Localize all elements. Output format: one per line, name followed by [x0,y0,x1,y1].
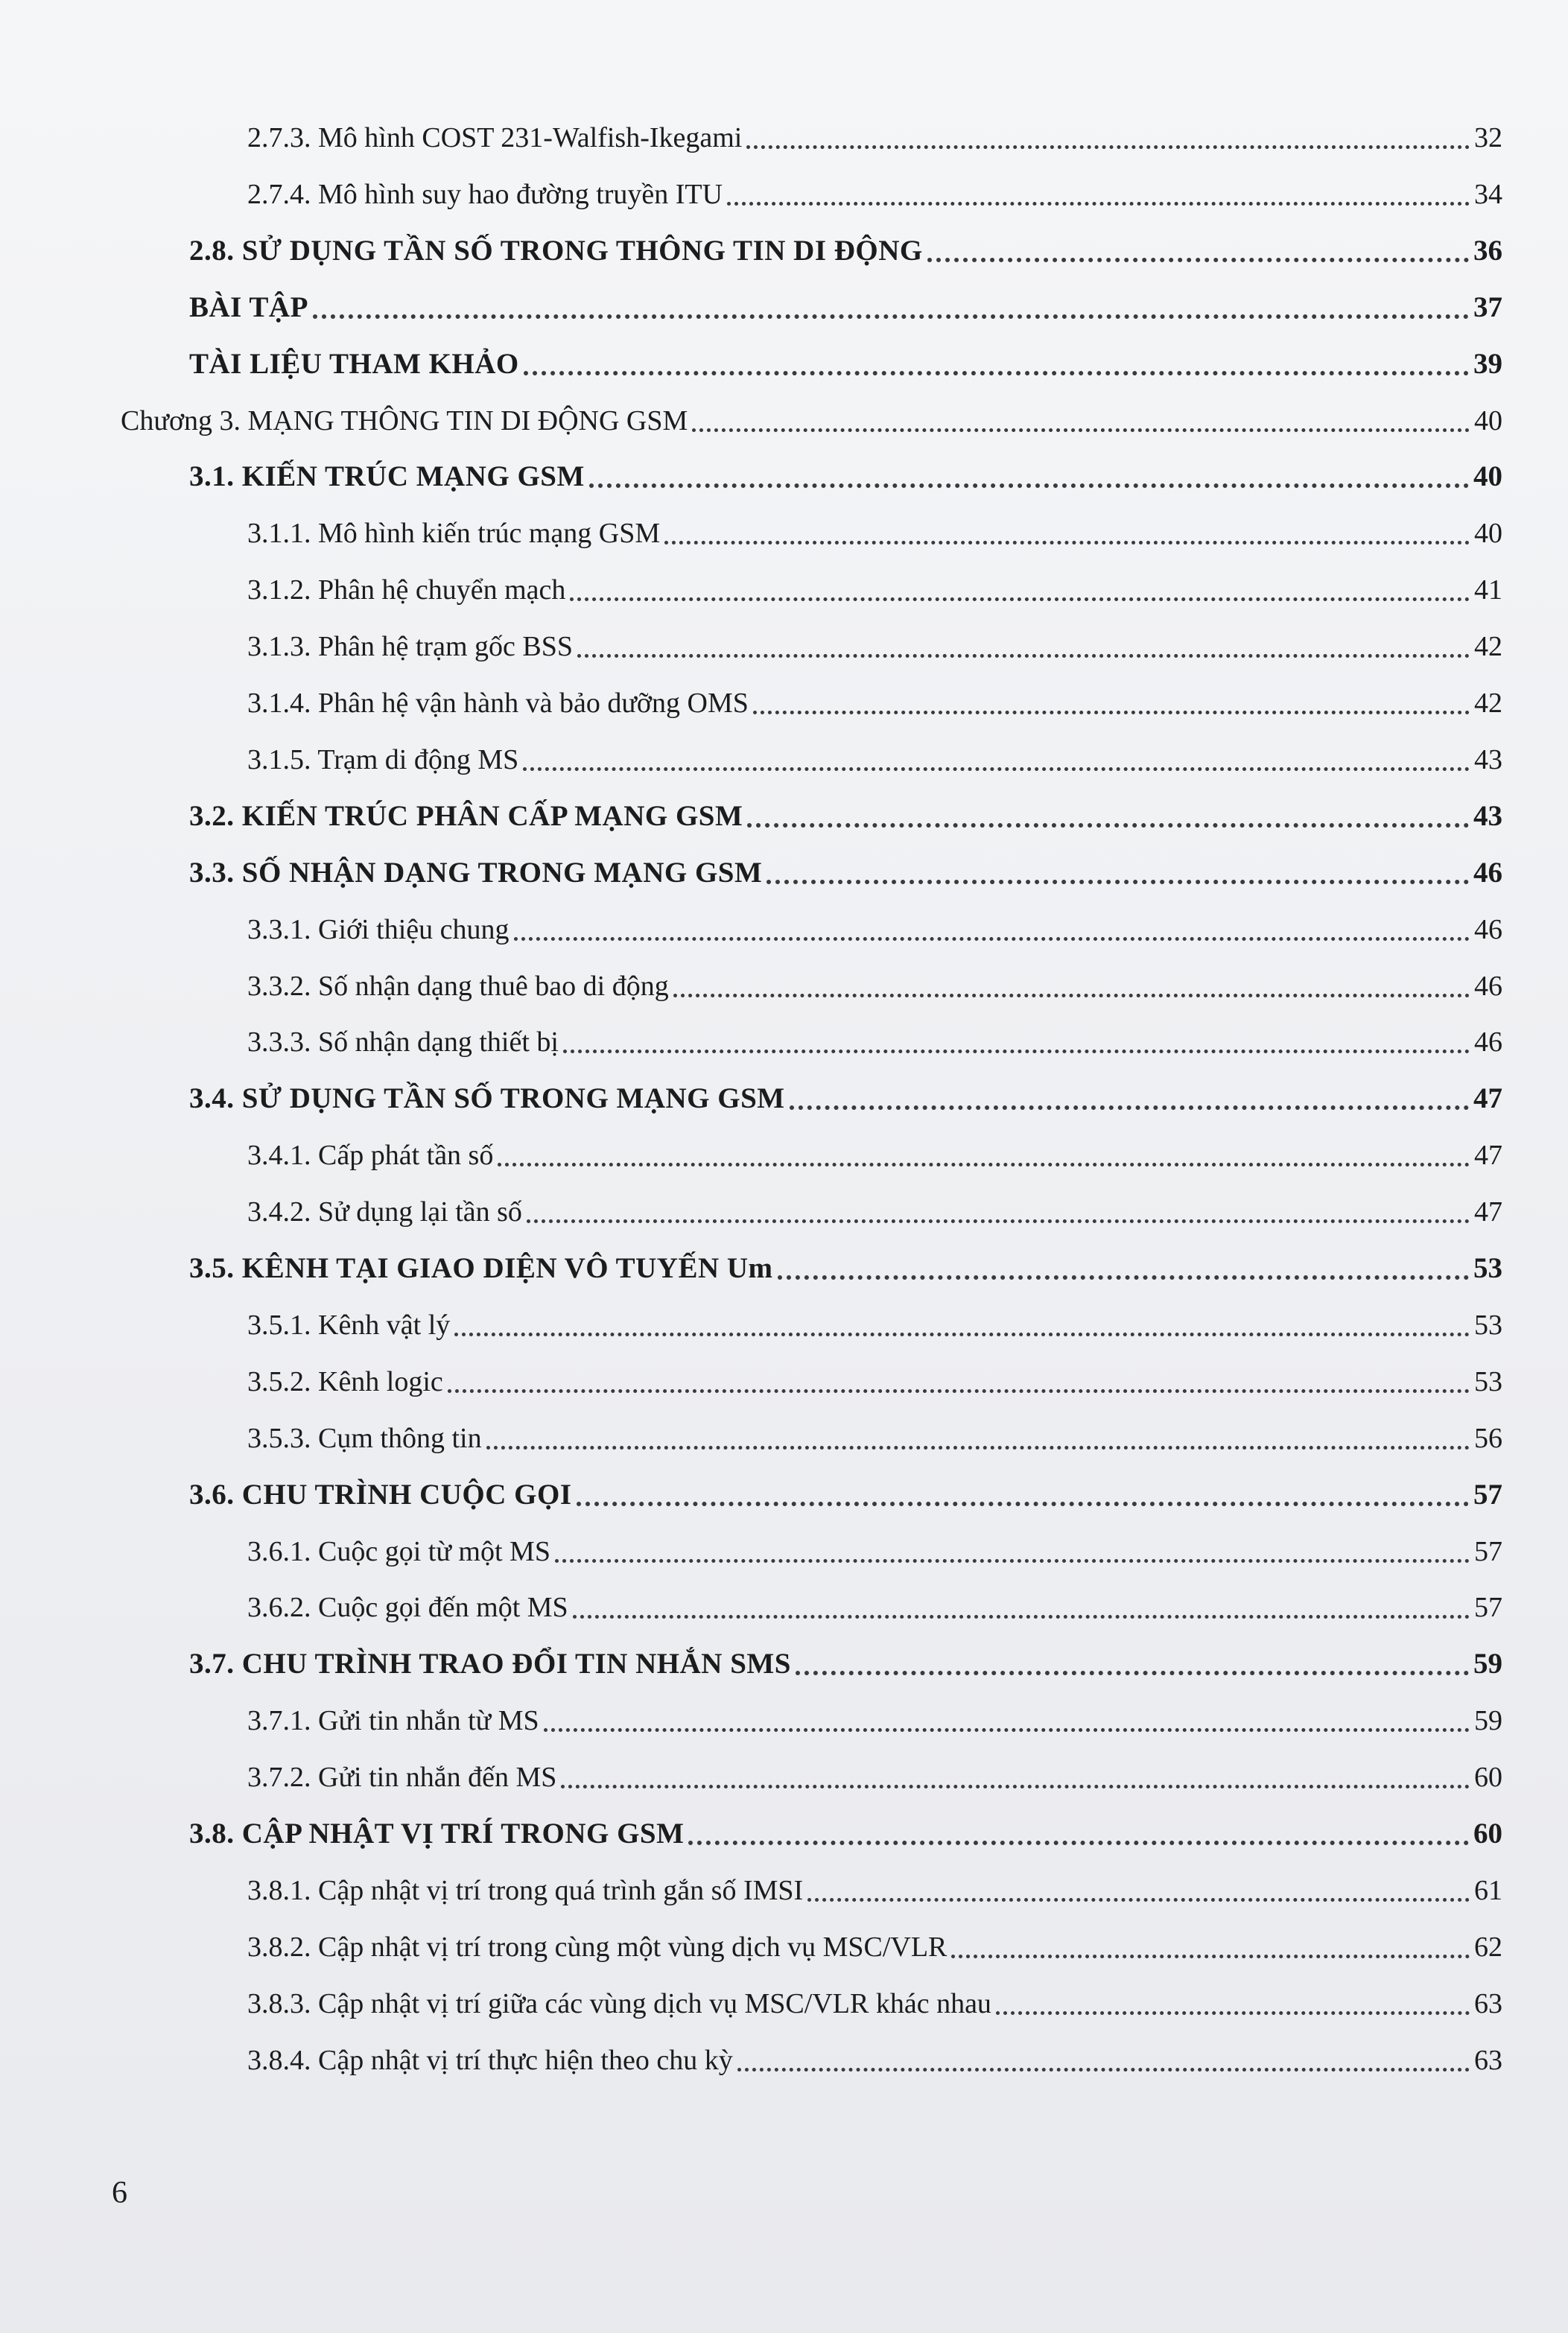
toc-entry[interactable] [247,620,1502,665]
toc-dot-leader [486,1446,1470,1450]
toc-dot-leader [561,1785,1470,1788]
toc-entry-title: 3.1.2. Phân hệ chuyển mạch [247,574,566,606]
toc-entry-title: 3.4.2. Sử dụng lại tần số [247,1196,522,1228]
toc-entry[interactable] [247,1751,1502,1796]
toc-dot-leader [753,711,1470,714]
toc-entry[interactable] [247,1526,1502,1570]
toc-entry-page: 47 [1474,1140,1502,1171]
toc-dot-leader [448,1389,1470,1393]
toc-entry[interactable] [247,1921,1502,1966]
toc-dot-leader [589,483,1469,488]
toc-entry-title: 3.3. SỐ NHẬN DẠNG TRONG MẠNG GSM [189,857,763,889]
toc-entry-page: 42 [1474,688,1502,719]
toc-entry-page: 43 [1474,744,1502,775]
toc-entry-title: 3.7.2. Gửi tin nhắn đến MS [247,1762,557,1793]
toc-entry[interactable] [247,1129,1502,1174]
toc-entry[interactable] [247,960,1502,1005]
toc-dot-leader [688,1841,1469,1845]
toc-dot-leader [514,937,1470,941]
toc-entry[interactable] [247,168,1502,213]
toc-dot-leader [573,1615,1470,1619]
toc-entry-title: 3.8.1. Cập nhật vị trí trong quá trình gắn số IMSI [247,1875,804,1906]
toc-entry-page: 46 [1474,971,1502,1002]
toc-entry-title: 3.3.2. Số nhận dạng thuê bao di động [247,971,669,1002]
toc-entry-title: 3.1.4. Phân hệ vận hành và bảo dưỡng OMS [247,688,749,719]
toc-entry-page: 57 [1473,1479,1502,1511]
toc-entry-page: 62 [1474,1932,1502,1963]
toc-entry[interactable] [247,1864,1502,1909]
toc-entry-page: 60 [1473,1818,1502,1850]
toc-entry[interactable] [189,225,1502,270]
toc-entry-page: 56 [1474,1423,1502,1454]
toc-dot-leader [544,1728,1470,1732]
toc-entry[interactable] [189,847,1502,892]
toc-entry[interactable] [247,1016,1502,1061]
toc-entry-page: 46 [1473,857,1502,889]
toc-entry-title: 2.7.3. Mô hình COST 231-Walfish-Ikegami [247,122,743,153]
toc-entry-title: Chương 3. MẠNG THÔNG TIN DI ĐỘNG GSM [121,405,688,437]
toc-entry[interactable] [189,1638,1502,1683]
toc-dot-leader [692,428,1470,432]
toc-entry[interactable] [247,564,1502,609]
toc-entry-page: 61 [1474,1875,1502,1906]
toc-entry[interactable] [189,1242,1502,1287]
toc-dot-leader [527,1219,1470,1223]
toc-dot-leader [927,258,1469,262]
toc-entry-page: 57 [1474,1592,1502,1623]
toc-entry-title: 3.8.4. Cập nhật vị trí thực hiện theo chu kỳ [247,2045,733,2076]
toc-entry-title: 3.6.2. Cuộc gọi đến một MS [247,1592,568,1623]
toc-entry[interactable] [247,1356,1502,1400]
toc-entry-page: 57 [1474,1536,1502,1567]
toc-entry-page: 46 [1474,1026,1502,1058]
toc-entry-title: BÀI TẬP [189,291,308,323]
toc-dot-leader [746,145,1470,149]
toc-entry-title: 3.5.1. Kênh vật lý [247,1310,451,1341]
toc-entry[interactable] [121,395,1502,439]
toc-entry-title: 3.5. KÊNH TẠI GIAO DIỆN VÔ TUYẾN Um [189,1252,773,1284]
toc-entry-page: 40 [1473,460,1502,492]
toc-entry[interactable] [247,904,1502,948]
toc-dot-leader [951,1955,1470,1958]
toc-entry-title: 3.3.1. Giới thiệu chung [247,914,510,945]
toc-entry-title: 3.1.3. Phân hệ trạm gốc BSS [247,631,573,662]
toc-entry[interactable] [247,507,1502,552]
toc-entry-page: 53 [1474,1366,1502,1397]
toc-entry[interactable] [247,677,1502,722]
toc-entry-page: 63 [1474,2045,1502,2076]
toc-entry-title: 3.5.2. Kênh logic [247,1366,443,1397]
toc-dot-leader [796,1671,1469,1675]
toc-entry-title: TÀI LIỆU THAM KHẢO [189,348,519,380]
toc-entry-title: 3.8.3. Cập nhật vị trí giữa các vùng dịch vụ MSC/VLR khác nhau [247,1988,991,2019]
toc-entry-title: 3.4.1. Cấp phát tần số [247,1140,494,1171]
toc-dot-leader [807,1898,1470,1902]
toc-entry[interactable] [189,282,1502,326]
toc-entry-title: 3.3.3. Số nhận dạng thiết bị [247,1026,559,1058]
toc-entry-page: 43 [1473,800,1502,832]
toc-entry[interactable] [247,1581,1502,1626]
toc-entry-page: 41 [1474,574,1502,606]
toc-entry-page: 32 [1474,122,1502,153]
toc-entry-page: 53 [1474,1310,1502,1341]
toc-entry-page: 59 [1474,1705,1502,1736]
toc-entry[interactable] [189,451,1502,495]
toc-entry-title: 3.8.2. Cập nhật vị trí trong cùng một vùng dịch vụ MSC/VLR [247,1932,948,1963]
toc-entry[interactable] [189,1469,1502,1514]
toc-entry[interactable] [247,1978,1502,2022]
toc-entry[interactable] [189,338,1502,383]
toc-entry-page: 42 [1474,631,1502,662]
toc-entry[interactable] [189,1073,1502,1117]
toc-entry-title: 2.8. SỬ DỤNG TẦN SỐ TRONG THÔNG TIN DI ĐỘNG [189,235,923,267]
toc-dot-leader [790,1105,1469,1110]
page-number: 6 [112,2176,127,2210]
toc-entry-page: 47 [1474,1196,1502,1228]
toc-dot-leader [996,2011,1470,2015]
toc-entry-page: 40 [1474,518,1502,549]
toc-entry-page: 47 [1473,1082,1502,1114]
toc-entry-page: 37 [1473,291,1502,323]
toc-entry-title: 3.1.1. Mô hình kiến trúc mạng GSM [247,518,661,549]
toc-entry-title: 3.5.3. Cụm thông tin [247,1423,482,1454]
toc-dot-leader [664,541,1470,545]
toc-entry-title: 3.1. KIẾN TRÚC MẠNG GSM [189,460,585,492]
toc-entry-page: 46 [1474,914,1502,945]
toc-entry-page: 53 [1473,1252,1502,1284]
toc-dot-leader [313,314,1469,319]
toc-entry[interactable] [247,1412,1502,1457]
toc-entry[interactable] [247,1186,1502,1231]
toc-entry-page: 36 [1473,235,1502,267]
toc-dot-leader [727,202,1470,206]
toc-entry-title: 3.2. KIẾN TRÚC PHÂN CẤP MẠNG GSM [189,800,743,832]
toc-dot-leader [570,597,1470,601]
toc-entry-page: 60 [1474,1762,1502,1793]
toc-dot-leader [524,371,1469,375]
toc-entry[interactable] [247,2034,1502,2079]
toc-dot-leader [577,1502,1470,1506]
toc-dot-leader [555,1559,1470,1563]
toc-entry[interactable] [247,1299,1502,1344]
toc-entry[interactable] [247,112,1502,156]
toc-dot-leader [737,2068,1470,2072]
toc-entry[interactable] [189,1808,1502,1853]
toc-dot-leader [523,767,1470,771]
toc-entry-title: 3.7.1. Gửi tin nhắn từ MS [247,1705,539,1736]
toc-dot-leader [673,994,1470,997]
toc-dot-leader [563,1050,1470,1053]
toc-entry-page: 59 [1473,1648,1502,1680]
toc-entry-title: 2.7.4. Mô hình suy hao đường truyền ITU [247,179,723,210]
toc-entry-title: 3.4. SỬ DỤNG TẦN SỐ TRONG MẠNG GSM [189,1082,785,1114]
toc-entry[interactable] [247,1695,1502,1739]
toc-dot-leader [766,880,1469,884]
toc-entry[interactable] [247,734,1502,778]
toc-entry-title: 3.8. CẬP NHẬT VỊ TRÍ TRONG GSM [189,1818,685,1850]
toc-entry-title: 3.6. CHU TRÌNH CUỘC GỌI [189,1479,572,1511]
toc-dot-leader [498,1163,1470,1166]
toc-entry-page: 39 [1473,348,1502,380]
toc-entry[interactable] [189,790,1502,835]
toc-entry-page: 63 [1474,1988,1502,2019]
toc-entry-page: 34 [1474,179,1502,210]
toc-dot-leader [747,823,1469,828]
toc-dot-leader [577,654,1470,658]
toc-entry-title: 3.7. CHU TRÌNH TRAO ĐỔI TIN NHẮN SMS [189,1648,791,1680]
toc-entry-title: 3.6.1. Cuộc gọi từ một MS [247,1536,550,1567]
toc-dot-leader [778,1275,1469,1280]
toc-entry-title: 3.1.5. Trạm di động MS [247,744,519,775]
toc-dot-leader [454,1333,1470,1336]
toc-entry-page: 40 [1474,405,1502,437]
